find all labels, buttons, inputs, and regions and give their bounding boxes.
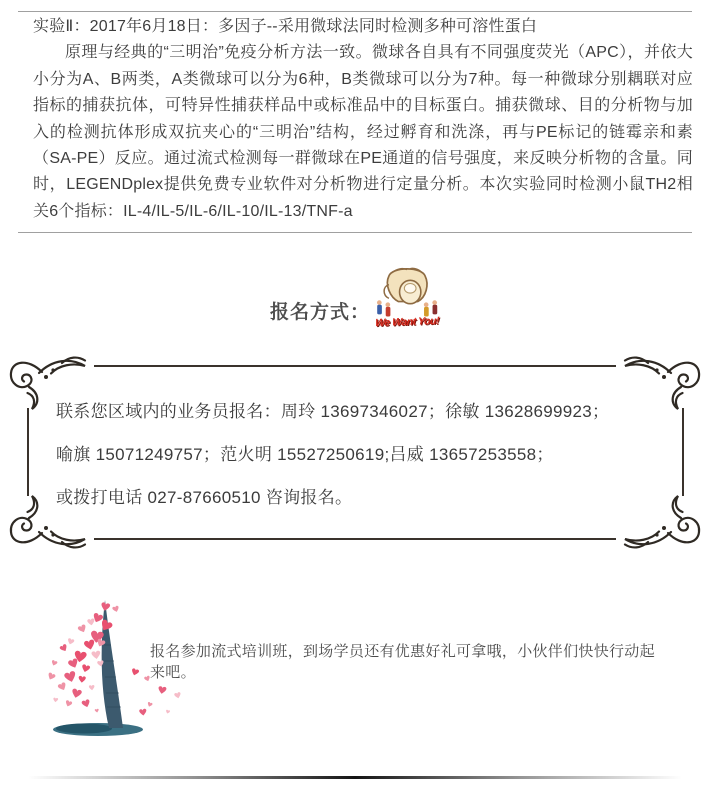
experiment-section <box>33 14 693 225</box>
we-want-you-badge <box>374 264 440 334</box>
box-border-left <box>27 408 29 496</box>
pointing-hand-icon <box>374 264 440 320</box>
contact-line-1: 联系您区域内的业务员报名：周玲 13697346027；徐敏 13628699923； <box>56 402 610 421</box>
signup-label: 报名方式： <box>269 301 370 323</box>
middle-divider <box>18 232 692 233</box>
contact-line-3: 或拨打电话 027-87660510 咨询报名。 <box>56 488 353 507</box>
top-divider <box>18 11 692 12</box>
box-border-right <box>682 408 684 496</box>
box-border-top <box>94 365 616 367</box>
contact-line-2: 喻旗 15071249757；范火明 15527250619;吕威 13657253558； <box>56 445 554 464</box>
contact-box <box>0 350 710 555</box>
box-border-bottom <box>94 538 616 540</box>
signup-row <box>0 262 710 336</box>
experiment-title: 实验Ⅱ：2017年6月18日：多因子--采用微球法同时检测多种可溶性蛋白 <box>33 18 538 35</box>
contact-lines <box>56 390 656 519</box>
we-want-you-text: We Want You! <box>374 314 440 330</box>
bottom-divider <box>28 776 682 779</box>
promo-text: 报名参加流式培训班，到场学员还有优惠好礼可拿哦，小伙伴们快快行动起来吧。 <box>150 643 655 681</box>
experiment-body: 原理与经典的“三明治”免疫分析方法一致。微球各自具有不同强度荧光（APC），并依大小分为A、B两类，A类微球可以分为6种，B类微球可以分为7种。每一种微球分别耦联对应指标的捕获抗体，可特异性捕获样品中或标准品中的目标蛋白。捕获微球、目的分析物与加入的检测抗体形成双抗夹心的“三明治”结构，经过孵育和洗涤，再与PE标记的链霉亲和素（SA-PE）反应。通过流式检测每一群微球在PE通道的信号强度，来反映分析物的含量。同时，LEGENDplex提供免费专业软件对分析物进行定量分析。本次实验同时检测小鼠TH2相关6个指标：IL-4/IL-5/IL-6/IL-10/IL-13/TNF-a <box>33 44 693 220</box>
